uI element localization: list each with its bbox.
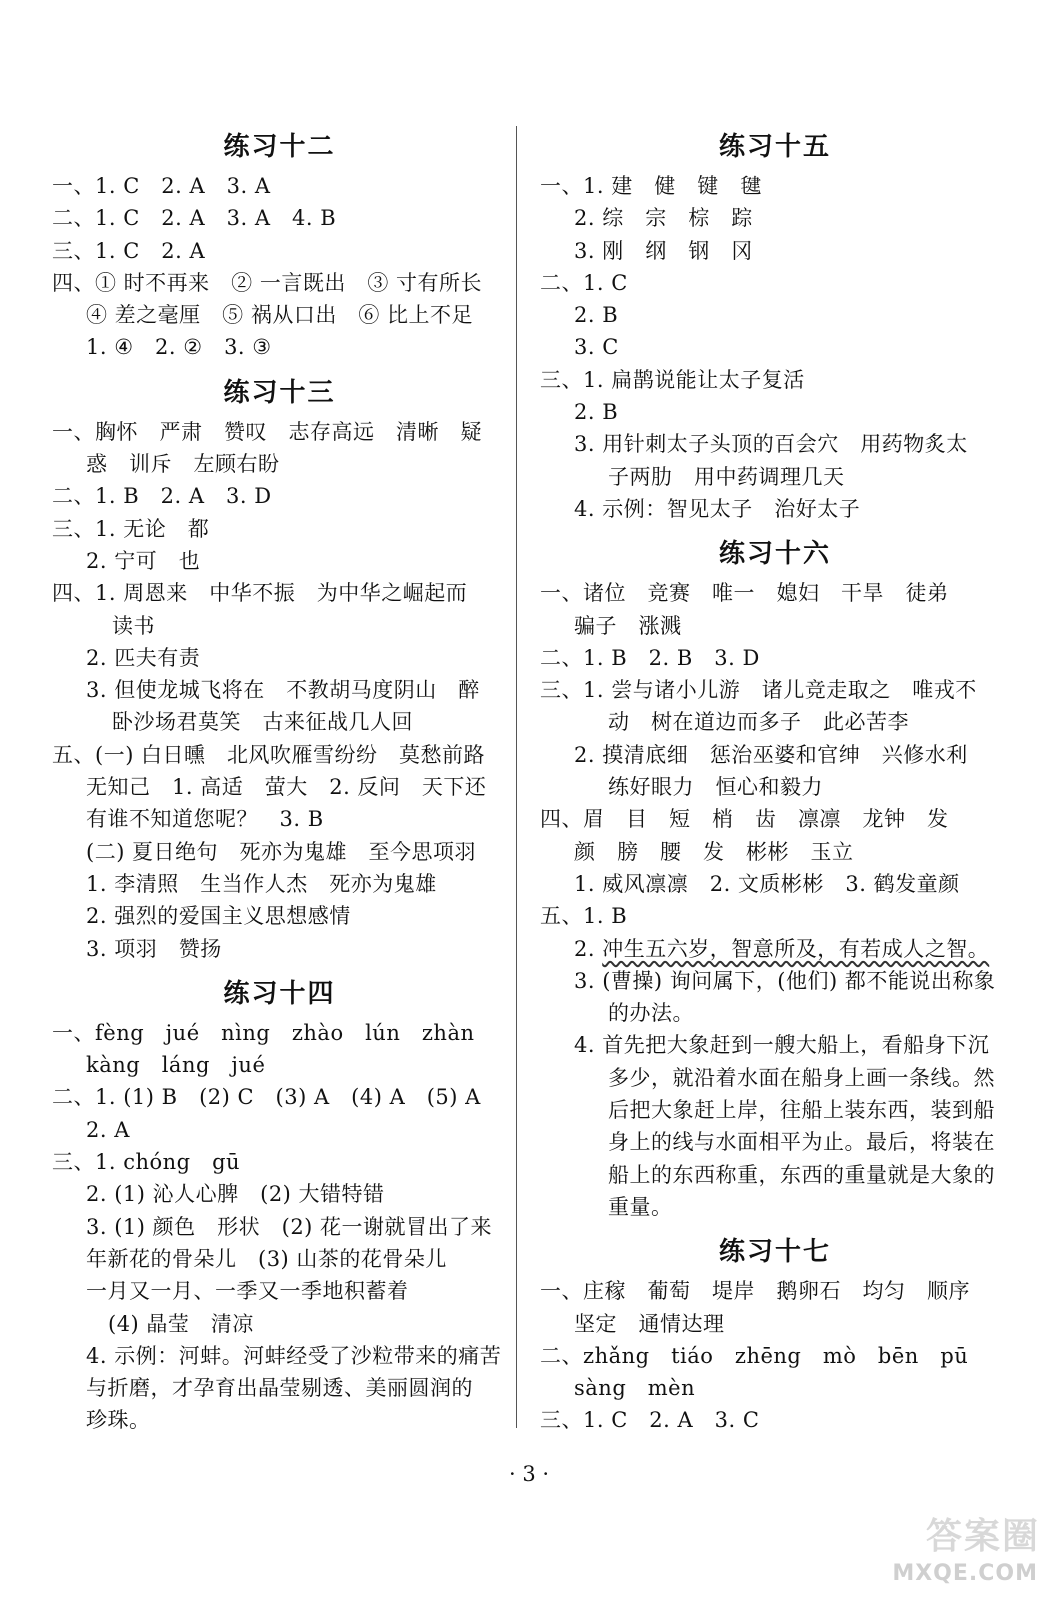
answer-line: 三、1. C 2. A 3. C xyxy=(540,1408,760,1433)
answer-line: 五、1. B xyxy=(540,904,628,929)
answer-line: 一、诸位 竞赛 唯一 媳妇 干旱 徒弟 xyxy=(540,581,949,606)
answer-line: 二、zhǎng tiáo zhēng mò bēn pū xyxy=(540,1343,969,1368)
answer-line: 有谁不知道您呢？ 3. B xyxy=(86,807,324,832)
watermark-text: 答案圈 xyxy=(925,1516,1040,1557)
page-number: · 3 · xyxy=(508,1462,550,1486)
answer-line: 一、1. 建 健 键 毽 xyxy=(540,174,762,198)
answer-line: ④ 差之毫厘 ⑤ 祸从口出 ⑥ 比上不足 xyxy=(86,303,474,328)
answer-line: 珍珠。 xyxy=(86,1408,151,1433)
answer-line: 卧沙场君莫笑 古来征战几人回 xyxy=(112,710,413,735)
answer-line: 五、(一) 白日曛 北风吹雁雪纷纷 莫愁前路 xyxy=(52,742,486,767)
answer-line: kàng láng jué xyxy=(86,1053,266,1078)
answer-line: 三、1. C 2. A xyxy=(52,238,206,263)
answer-line: (二) 夏日绝句 死亦为鬼雄 至今思项羽 xyxy=(86,839,477,864)
answer-line: 颜 膀 腰 发 彬彬 玉立 xyxy=(574,839,854,864)
answer-line: 2. 综 宗 棕 踪 xyxy=(574,206,753,231)
item-number: 2. xyxy=(574,936,603,961)
answer-line: 三、1. chóng gū xyxy=(52,1150,241,1175)
watermark-logo xyxy=(892,1508,1040,1586)
answer-line: 四、① 时不再来 ② 一言既出 ③ 寸有所长 xyxy=(52,270,483,295)
answer-line: 一、胸怀 严肃 赞叹 志存高远 清晰 疑 xyxy=(52,419,482,444)
section-title: 练习十六 xyxy=(718,539,831,570)
answer-line: 二、1. (1) B (2) C (3) A (4) A (5) A xyxy=(52,1085,481,1110)
answer-line: 2. B xyxy=(574,400,619,425)
answer-line: sàng mèn xyxy=(574,1376,696,1401)
answer-line: 后把大象赶上岸，往船上装东西，装到船 xyxy=(608,1098,995,1123)
answer-line: 4. 示例：智见太子 治好太子 xyxy=(574,496,861,521)
answer-line: 一、庄稼 葡萄 堤岸 鹅卵石 均匀 顺序 xyxy=(540,1279,970,1304)
answer-line: 3. 项羽 赞扬 xyxy=(86,936,222,961)
answer-line: 船上的东西称重，东西的重量就是大象的 xyxy=(608,1162,995,1187)
answer-line: 三、1. 无论 都 xyxy=(52,516,210,541)
answer-line: 2. 宁可 也 xyxy=(86,548,201,573)
answer-line: 2. A xyxy=(86,1117,130,1142)
answer-line xyxy=(540,933,1010,965)
answer-line: 2. 摸清底细 惩治巫婆和官绅 兴修水利 xyxy=(574,742,968,767)
answer-line: 多少，就沿着水面在船身上画一条线。然 xyxy=(608,1065,995,1090)
answer-line: 2. 强烈的爱国主义思想感情 xyxy=(86,904,351,929)
answer-line: 练好眼力 恒心和毅力 xyxy=(608,775,823,800)
answer-line: 3. 用针刺太子头顶的百会穴 用药物炙太 xyxy=(574,432,968,457)
answer-line: 3. (曹操) 询问属下，(他们) 都不能说出称象 xyxy=(574,968,996,993)
answer-line: 子两肋 用中药调理几天 xyxy=(608,464,845,489)
section-title: 练习十七 xyxy=(718,1237,831,1268)
answer-line: 身上的线与水面相平为止。最后，将装在 xyxy=(608,1130,995,1155)
answer-line: 1. ④ 2. ② 3. ③ xyxy=(86,335,272,360)
watermark-url: MXQE.COM xyxy=(892,1561,1038,1586)
answer-line: 三、1. 尝与诸小儿游 诸儿竞走取之 唯戎不 xyxy=(540,678,977,703)
answer-line: 无知己 1. 高适 萤大 2. 反问 天下还 xyxy=(86,775,487,800)
answer-line: 二、1. B 2. B 3. D xyxy=(540,645,760,670)
wavy-underlined-answer: 冲生五六岁，智意所及，有若成人之智。 xyxy=(602,936,990,961)
answer-line: 年新花的骨朵儿 (3) 山茶的花骨朵儿 xyxy=(86,1246,447,1271)
answer-line: 一月又一月、一季又一季地积蓄着 xyxy=(86,1279,409,1304)
answer-line: 二、1. B 2. A 3. D xyxy=(52,484,272,509)
answer-line: 4. 示例：河蚌。河蚌经受了沙粒带来的痛苦 xyxy=(86,1343,502,1368)
answer-line: 4. 首先把大象赶到一艘大船上，看船身下沉 xyxy=(574,1033,990,1058)
answer-line: 与折磨，才孕育出晶莹剔透、美丽圆润的 xyxy=(86,1376,473,1401)
answer-line: 1. 威风凛凛 2. 文质彬彬 3. 鹤发童颜 xyxy=(574,871,960,896)
answer-line: 骗子 涨溅 xyxy=(574,613,682,638)
answer-line: 四、眉 目 短 梢 齿 凛凛 龙钟 发 xyxy=(540,807,949,832)
answer-line: 二、1. C 2. A 3. A 4. B xyxy=(52,206,337,231)
answer-line: 1. 李清照 生当作人杰 死亦为鬼雄 xyxy=(86,871,437,896)
right-column xyxy=(540,118,1010,1437)
section-title: 练习十四 xyxy=(223,978,336,1009)
answer-line: 重量。 xyxy=(608,1194,673,1219)
answer-line: 的办法。 xyxy=(608,1001,694,1026)
answer-line: 3. 刚 纲 钢 冈 xyxy=(574,238,753,263)
answer-line: 3. 但使龙城飞将在 不教胡马度阴山 醉 xyxy=(86,678,480,703)
left-column xyxy=(52,118,507,1437)
answer-line: 四、1. 周恩来 中华不振 为中华之崛起而 xyxy=(52,581,468,606)
answer-line: 一、1. C 2. A 3. A xyxy=(52,174,271,198)
answer-line: 3. (1) 颜色 形状 (2) 花一谢就冒出了来 xyxy=(86,1214,493,1239)
answer-line: 2. (1) 沁人心脾 (2) 大错特错 xyxy=(86,1182,385,1207)
answer-line: 2. B xyxy=(574,303,619,328)
answer-line: 三、1. 扁鹊说能让太子复活 xyxy=(540,367,805,392)
answer-line: 二、1. C xyxy=(540,270,628,295)
answer-line: 惑 训斥 左顾右盼 xyxy=(86,452,280,477)
section-title: 练习十三 xyxy=(223,377,336,408)
answer-line: 一、fèng jué nìng zhào lún zhàn xyxy=(52,1020,475,1045)
answer-line: 3. C xyxy=(574,335,619,360)
answer-line: (4) 晶莹 清凉 xyxy=(108,1311,254,1336)
answer-line: 读书 xyxy=(112,613,155,638)
column-divider xyxy=(516,126,517,1428)
section-title: 练习十五 xyxy=(718,132,831,162)
answer-line: 坚定 通情达理 xyxy=(574,1311,725,1336)
answer-line: 动 树在道边而多子 此必苦李 xyxy=(608,710,909,735)
answer-line: 2. 匹夫有责 xyxy=(86,645,201,670)
section-title: 练习十二 xyxy=(223,132,336,162)
